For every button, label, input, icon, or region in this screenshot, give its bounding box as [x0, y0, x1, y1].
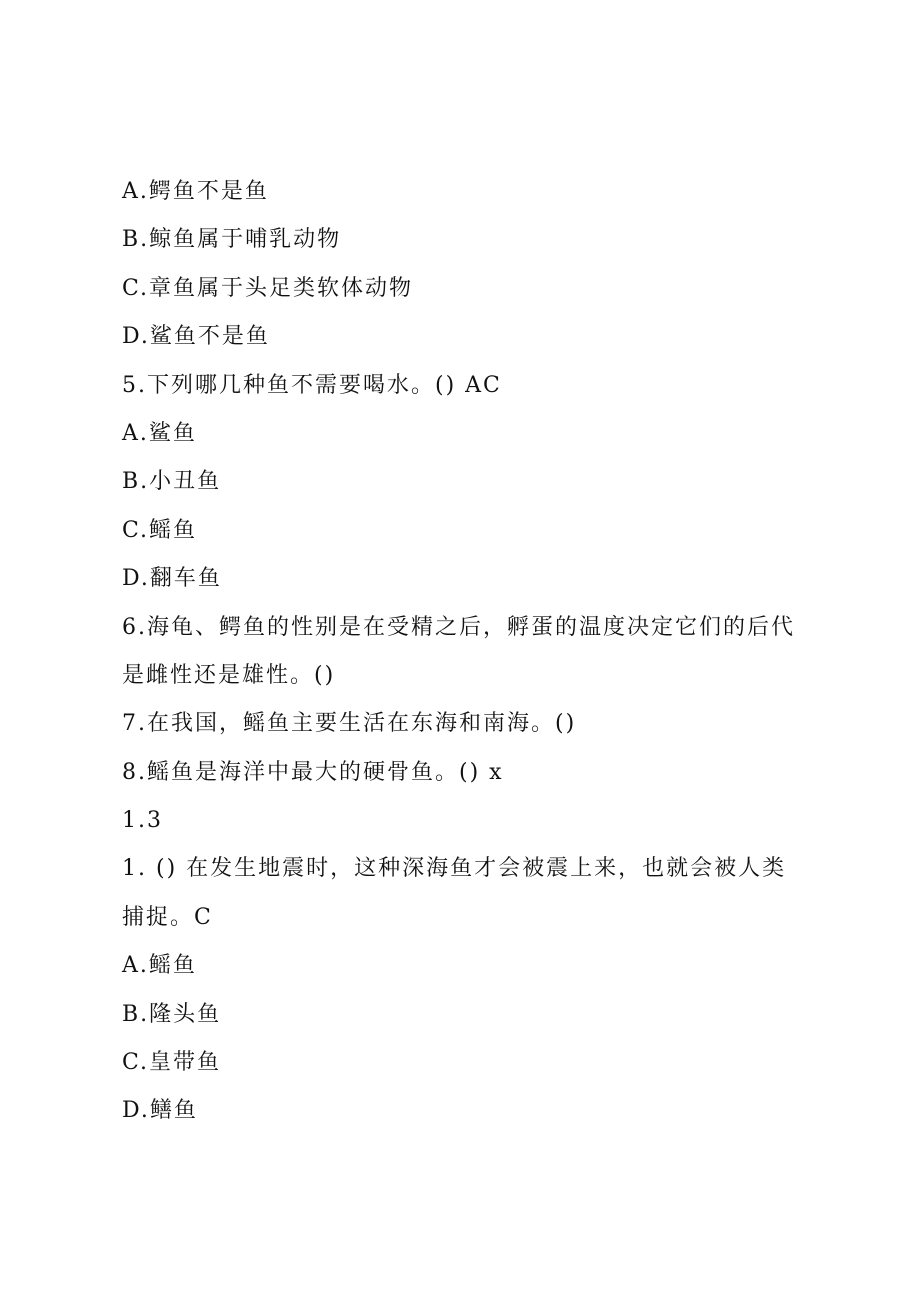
option-b-q1: B.隆头鱼 — [122, 1001, 222, 1027]
option-a-q5: A.鲨鱼 — [122, 420, 197, 446]
option-d-q4: D.鲨鱼不是鱼 — [122, 324, 270, 350]
question-1-line-2: 捕捉。C — [122, 904, 213, 930]
question-8: 8.鳐鱼是海洋中最大的硬骨鱼。() x — [122, 759, 504, 785]
option-a-q4: A.鳄鱼不是鱼 — [122, 179, 269, 204]
document-body — [122, 168, 822, 1136]
option-b-q4: B.鲸鱼属于哺乳动物 — [122, 227, 342, 253]
option-b-q5: B.小丑鱼 — [122, 469, 222, 495]
question-7: 7.在我国，鳐鱼主要生活在东海和南海。() — [122, 711, 577, 737]
option-c-q5: C.鳐鱼 — [122, 517, 198, 543]
option-d-q5: D.翻车鱼 — [122, 566, 222, 592]
question-6-line-2: 是雌性还是雄性。() — [122, 662, 336, 688]
option-c-q1: C.皇带鱼 — [122, 1050, 222, 1076]
option-d-q1: D.鳝鱼 — [122, 1098, 198, 1124]
section-heading: 1.3 — [122, 808, 163, 834]
option-a-q1: A.鳐鱼 — [122, 953, 197, 979]
question-6-line-1: 6.海龟、鳄鱼的性别是在受精之后，孵蛋的温度决定它们的后代 — [122, 614, 795, 640]
question-1-line-1: 1. () 在发生地震时，这种深海鱼才会被震上来，也就会被人类 — [122, 856, 787, 882]
option-c-q4: C.章鱼属于头足类软体动物 — [122, 275, 414, 301]
question-5: 5.下列哪几种鱼不需要喝水。() AC — [122, 372, 502, 398]
